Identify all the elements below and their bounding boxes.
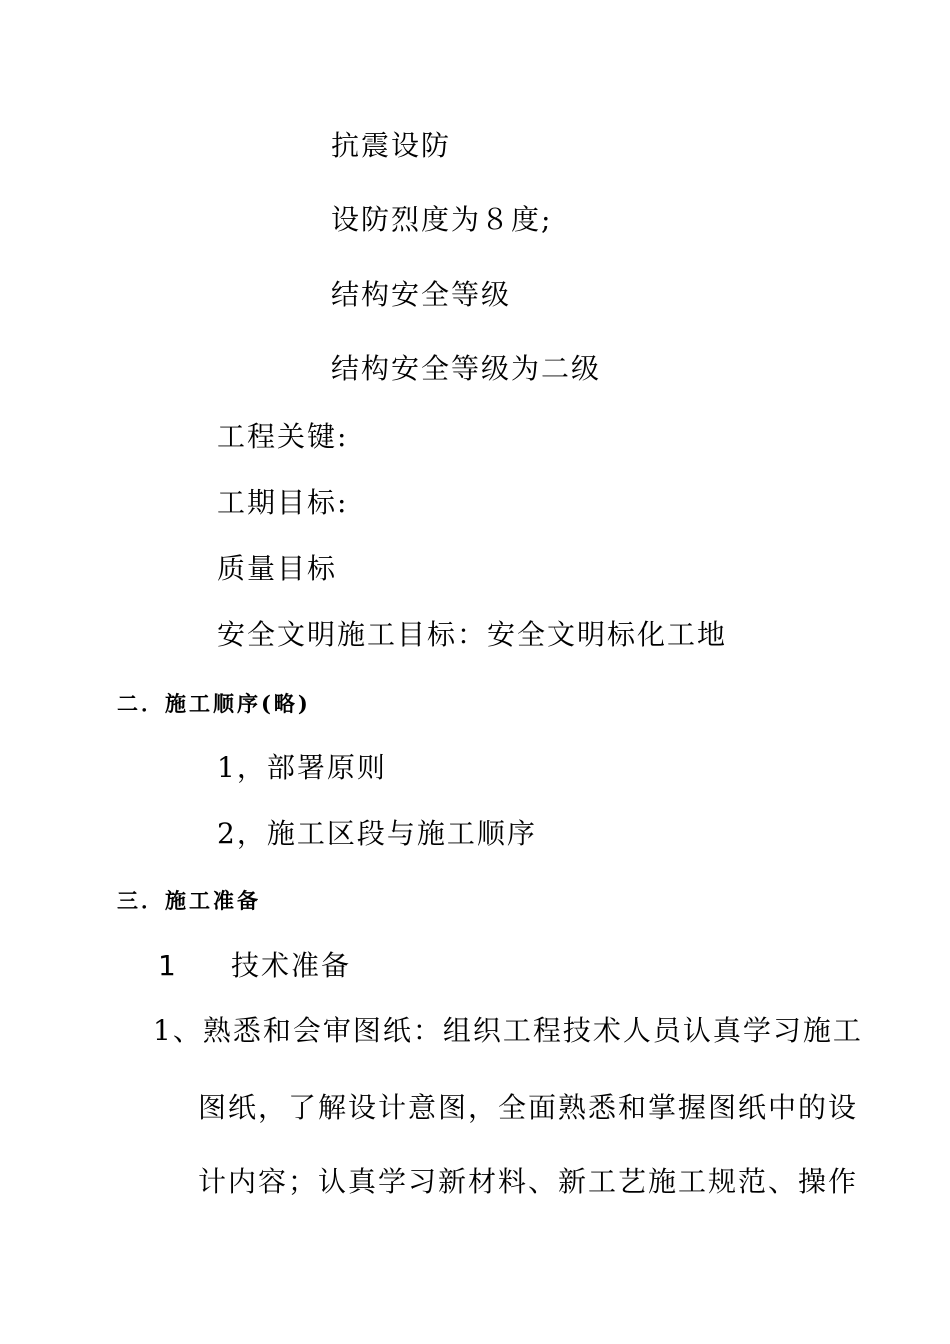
section-2-item-2: 2，施工区段与施工顺序 xyxy=(217,817,537,850)
section-2-item-1: 1，部署原则 xyxy=(217,751,387,784)
seismic-title: 抗震设防 xyxy=(331,129,452,162)
section-3-heading: 三．施工准备 xyxy=(117,888,261,913)
paragraph-1-line-1: 1、熟悉和会审图纸：组织工程技术人员认真学习施工 xyxy=(153,1014,863,1047)
seismic-value: 设防烈度为８度; xyxy=(331,203,553,236)
tech-prep-number: 1 xyxy=(158,949,178,982)
safety-grade-title: 结构安全等级 xyxy=(331,278,512,311)
paragraph-1-line-3: 计内容；认真学习新材料、新工艺施工规范、操作 xyxy=(198,1165,859,1198)
section-2-heading: 二．施工顺序(略) xyxy=(117,691,311,716)
quality-goal-label: 质量目标 xyxy=(217,552,338,585)
key-points-label: 工程关键: xyxy=(217,420,349,453)
tech-prep-label: 技术准备 xyxy=(231,949,352,982)
schedule-goal-label: 工期目标: xyxy=(217,486,349,519)
civilized-goal-text: 安全文明施工目标：安全文明标化工地 xyxy=(217,618,728,651)
safety-grade-value: 结构安全等级为二级 xyxy=(331,352,602,385)
paragraph-1-line-2: 图纸，了解设计意图，全面熟悉和掌握图纸中的设 xyxy=(198,1091,859,1124)
